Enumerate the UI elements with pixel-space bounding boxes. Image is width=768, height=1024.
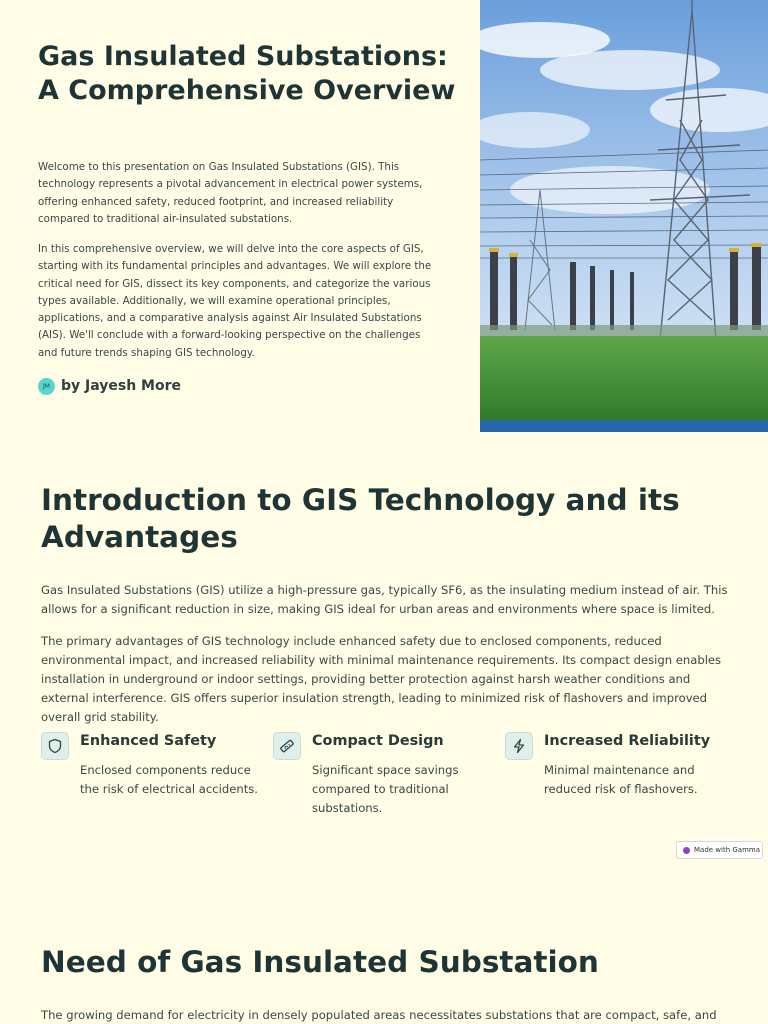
- gamma-logo-icon: [683, 847, 690, 854]
- gis-advantages-paragraph: The primary advantages of GIS technology include enhanced safety due to enclosed components, reduced environmental impact, and increased reliability with minimal maintenance requirements. Its compact design enables installation in underground or indoor settings, providing better protection against harsh weather conditions and external interference. GIS offers superior insulation strength, leading to minimized risk of flashovers and improved overall grid stability.: [41, 634, 722, 724]
- feature-description: Significant space savings compared to traditional substations.: [312, 763, 459, 815]
- feature-title: Increased Reliability: [544, 733, 711, 749]
- gis-description-paragraph: Gas Insulated Substations (GIS) utilize a high-pressure gas, typically SF6, as the insulating medium instead of air. This allows for a significant reduction in size, making GIS ideal for urban areas and environments where space is limited.: [41, 583, 728, 616]
- badge-label: Made with Gamma: [694, 846, 761, 854]
- avatar: JM: [38, 378, 55, 395]
- lightning-icon: [505, 732, 533, 760]
- shield-icon: [41, 732, 69, 760]
- substation-photo: [480, 0, 768, 432]
- intro-paragraph: Welcome to this presentation on Gas Insulated Substations (GIS). This technology represents a pivotal advancement in electrical power systems, offering enhanced safety, reduced footprint, and increased reliability compared to traditional air-insulated substations.: [38, 161, 423, 225]
- feature-description: Minimal maintenance and reduced risk of flashovers.: [544, 763, 698, 796]
- feature-title: Compact Design: [312, 733, 444, 749]
- author-line: [38, 376, 181, 396]
- section-title-need: Need of Gas Insulated Substation: [41, 945, 599, 979]
- need-paragraph: The growing demand for electricity in densely populated areas necessitates substations that are compact, safe, and: [41, 1008, 717, 1022]
- author-name: by Jayesh More: [61, 378, 181, 394]
- overview-paragraph: In this comprehensive overview, we will delve into the core aspects of GIS, starting with its fundamental principles and advantages. We will explore the critical need for GIS, dissect its key components, and categorize the various types available. Additionally, we will examine operational principles, applications, and a comparative analysis against Air Insulated Substations (AIS). We'll conclude with a forward-looking perspective on the challenges and future trends shaping GIS technology.: [38, 243, 432, 359]
- feature-description: Enclosed components reduce the risk of electrical accidents.: [80, 763, 258, 796]
- section-title-introduction: Introduction to GIS Technology and its Advantages: [41, 483, 680, 554]
- ruler-icon: [273, 732, 301, 760]
- feature-title: Enhanced Safety: [80, 733, 217, 749]
- made-with-gamma-badge[interactable]: [676, 841, 763, 859]
- page-title: Gas Insulated Substations: A Comprehensive Overview: [38, 41, 456, 106]
